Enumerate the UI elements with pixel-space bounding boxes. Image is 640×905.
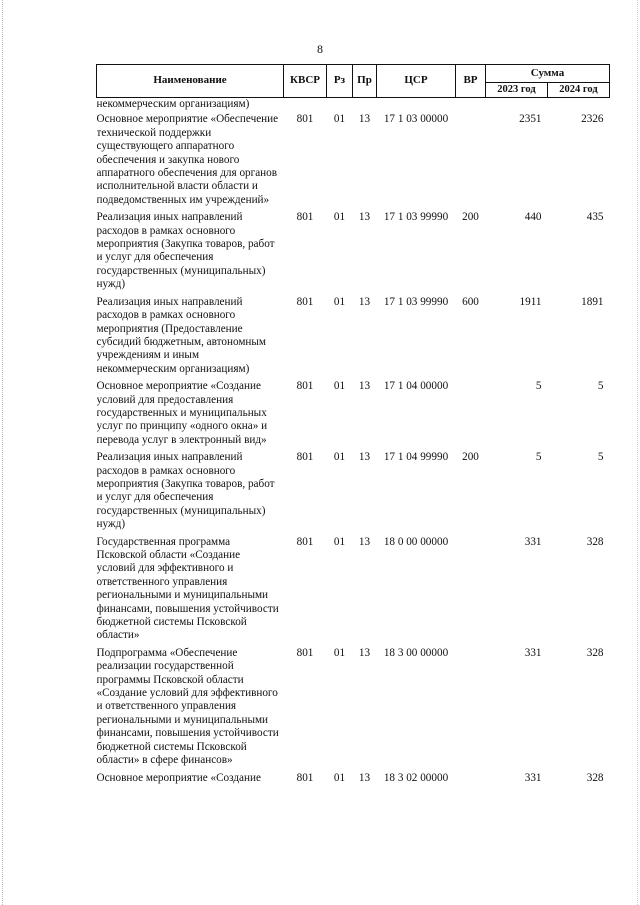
cell-csr: 17 1 03 00000 [383, 113, 449, 126]
cell-sum-2023: 1911 [519, 295, 542, 308]
cell-sum-2023: 5 [535, 451, 542, 464]
cell-sum-2024: 5 [597, 451, 604, 464]
cell-rz: 01 [333, 535, 346, 548]
header-name: Наименование [97, 65, 284, 98]
cell-name: Основное мероприятие «Обеспечение технической поддержки существующего аппаратного обеспечения и закупка нового аппаратного обеспечения для органов исполнительной власти области и подведомственных им учреждений» [96, 113, 279, 206]
header-2024: 2024 год [548, 83, 610, 98]
cell-rz: 01 [333, 451, 346, 464]
cell-vr [456, 647, 486, 772]
cell-vr [456, 113, 486, 211]
cell-sum-2024: 2326 [581, 113, 604, 126]
cell-pr: 13 [358, 113, 371, 126]
page-edge-left [2, 0, 3, 905]
table-row [97, 772, 610, 789]
header-kvsr: КВСР [284, 65, 327, 98]
cell-csr: 17 1 03 99990 [383, 211, 449, 224]
cell-name: Основное мероприятие «Создание [96, 771, 261, 784]
cell-pr: 13 [358, 380, 371, 393]
cell-vr: 200 [462, 211, 479, 224]
cell-sum-2023: 2351 [519, 113, 542, 126]
page-edge-right [637, 0, 638, 905]
cell-sum-2024: 328 [586, 771, 604, 784]
cell-csr: 18 0 00 00000 [383, 535, 449, 548]
table-row [97, 380, 610, 451]
cell-sum-2024: 5 [597, 380, 604, 393]
cell-sum-2024: 1891 [581, 295, 604, 308]
cell-pr: 13 [358, 535, 371, 548]
cell-vr: 600 [462, 295, 479, 308]
table-body [97, 98, 610, 789]
header-rz: Рз [327, 65, 353, 98]
cell-csr: 17 1 03 99990 [383, 295, 449, 308]
cell-vr [456, 536, 486, 647]
cell-rz: 01 [333, 646, 346, 659]
table-row [97, 113, 610, 211]
page-number: 8 [317, 42, 323, 56]
cell-kvsr: 801 [296, 211, 314, 224]
cell-name: Реализация иных направлений расходов в рамках основного мероприятия (Закупка товаров, работ и услуг для обеспечения государственных (муниципальных) нужд) [96, 451, 275, 531]
table-row [97, 647, 610, 772]
table-header [97, 65, 610, 98]
header-pr: Пр [353, 65, 377, 98]
cell-sum-2024: 435 [586, 211, 604, 224]
table-row [97, 536, 610, 647]
cell-kvsr: 801 [296, 771, 314, 784]
cell-rz: 01 [333, 295, 346, 308]
header-sum: Сумма [486, 65, 610, 83]
cell-rz: 01 [333, 771, 346, 784]
cell-rz: 01 [333, 380, 346, 393]
cell-pr: 13 [358, 295, 371, 308]
cell-vr [456, 380, 486, 451]
cell-name: Государственная программа Псковской области «Создание условий для эффективного и ответственного управления региональными и муниципальными финансами, повышения устойчивости бюджетной системы Псковской области» [96, 535, 279, 642]
cell-sum-2023: 331 [524, 646, 542, 659]
cell-name: Реализация иных направлений расходов в рамках основного мероприятия (Закупка товаров, работ и услуг для обеспечения государственных (муниципальных) нужд) [96, 211, 275, 291]
table-row [97, 451, 610, 535]
cell-rz: 01 [333, 113, 346, 126]
cell-kvsr: 801 [296, 535, 314, 548]
cell-csr: 17 1 04 00000 [383, 380, 449, 393]
cell-pr: 13 [358, 771, 371, 784]
table-row [97, 211, 610, 295]
cell-sum-2024: 328 [586, 646, 604, 659]
header-2023: 2023 год [486, 83, 548, 98]
cell-pr: 13 [358, 646, 371, 659]
cell-sum-2023: 5 [535, 380, 542, 393]
cell-pr: 13 [358, 451, 371, 464]
cell-vr [456, 772, 486, 789]
cell-csr: 18 3 02 00000 [383, 771, 449, 784]
budget-table [96, 64, 610, 789]
table-row [97, 296, 610, 380]
cell-pr: 13 [358, 211, 371, 224]
cell-csr: 17 1 04 99990 [383, 451, 449, 464]
cell-kvsr: 801 [296, 380, 314, 393]
cell-name: Основное мероприятие «Создание условий для предоставления государственных и муниципальных услуг по принципу «одного окна» и перевода услуг в электронный вид» [96, 380, 268, 446]
cell-rz: 01 [333, 211, 346, 224]
continuation-row [97, 98, 610, 114]
header-csr: ЦСР [377, 65, 456, 98]
cell-name: Подпрограмма «Обеспечение реализации государственной программы Псковской области «Создание условий для эффективного и ответственного управления региональными и муниципальными финансами, повышения устойчивости бюджетной системы Псковской области» в сфере финансов» [96, 646, 279, 767]
cell-kvsr: 801 [296, 295, 314, 308]
cell-kvsr: 801 [296, 646, 314, 659]
cell-sum-2023: 440 [524, 211, 542, 224]
cell-sum-2023: 331 [524, 771, 542, 784]
cell-csr: 18 3 00 00000 [383, 646, 449, 659]
cell-kvsr: 801 [296, 113, 314, 126]
continuation-text: некоммерческим организациям) [96, 98, 250, 110]
cell-kvsr: 801 [296, 451, 314, 464]
cell-vr: 200 [462, 451, 479, 464]
header-vr: ВР [456, 65, 486, 98]
cell-sum-2024: 328 [586, 535, 604, 548]
cell-name: Реализация иных направлений расходов в рамках основного мероприятия (Предоставление субсидий бюджетным, автономным учреждениям и иным некоммерческим организациям) [96, 295, 266, 375]
cell-sum-2023: 331 [524, 535, 542, 548]
